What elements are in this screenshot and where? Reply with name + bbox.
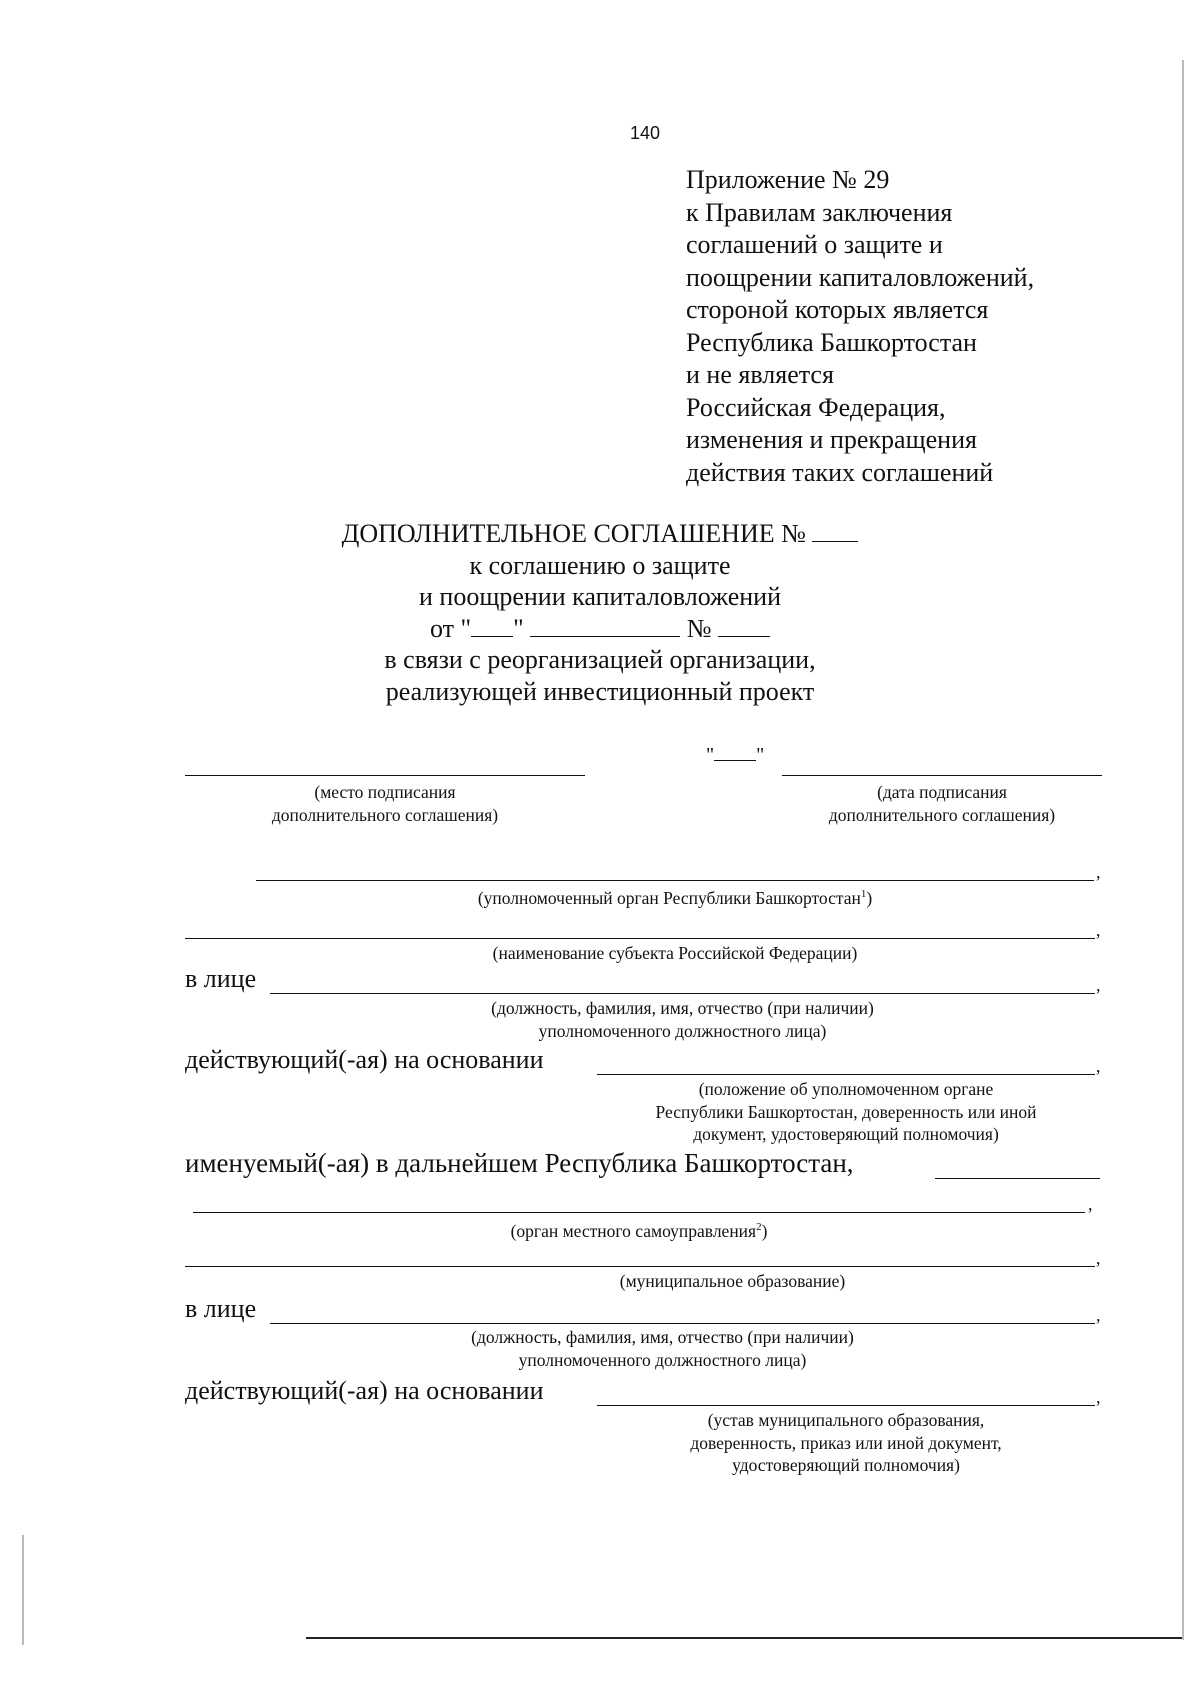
comma: , <box>1088 1194 1093 1214</box>
title-line: реализующей инвестиционный проект <box>385 676 815 706</box>
agreement-ref-number-blank[interactable] <box>718 614 770 637</box>
number-sign: № <box>686 613 712 643</box>
official-caption: (должность, фамилия, имя, отчество (при наличии) уполномоченного должностного лица) <box>491 998 874 1041</box>
comma: , <box>1096 975 1101 995</box>
quote-mark: " <box>513 613 524 643</box>
scan-edge-right <box>1182 60 1184 1640</box>
official-caption: (должность, фамилия, имя, отчество (при наличии) уполномоченного должностного лица) <box>471 1327 854 1370</box>
title-line: и поощрении капиталовложений <box>419 582 781 611</box>
acting-label: действующий(-ая) на основании <box>185 1376 544 1405</box>
footnote-ref: 1 <box>860 888 867 900</box>
named-field[interactable] <box>935 1178 1100 1179</box>
document-title <box>300 518 900 707</box>
official-field[interactable] <box>270 993 1095 994</box>
appendix-line: Республика Башкортостан <box>686 327 977 357</box>
title-line: к соглашению о защите <box>469 550 731 580</box>
comma: , <box>1096 1387 1101 1407</box>
footnote-ref: 2 <box>756 1221 762 1233</box>
appendix-line: действия таких соглашений <box>686 457 994 487</box>
appendix-line: поощрении капиталовложений, <box>686 262 1035 292</box>
signing-date-caption: (дата подписания дополнительного соглашения) <box>828 782 1056 825</box>
signing-day-blank[interactable] <box>714 742 756 761</box>
page-number: 140 <box>629 123 661 143</box>
in-person-label: в лице <box>185 1294 257 1323</box>
appendix-block <box>686 164 1034 489</box>
footer-rule <box>306 1637 1182 1639</box>
title-date-line <box>300 613 900 645</box>
month-year-blank[interactable] <box>530 614 680 637</box>
comma: , <box>1096 862 1101 882</box>
authority-field[interactable] <box>256 880 1094 881</box>
comma: , <box>1096 920 1101 940</box>
appendix-line: соглашений о защите и <box>686 230 943 259</box>
acting-basis-caption: (устав муниципального образования, доверенность, приказ или иной документ, удостоверяющий полномочия) <box>690 1410 1002 1475</box>
official-field[interactable] <box>270 1323 1095 1324</box>
title-heading <box>300 518 900 550</box>
signing-date-field[interactable] <box>782 775 1102 776</box>
appendix-line: стороной которых является <box>686 295 989 324</box>
local-gov-caption: (орган местного самоуправления$^2$) <box>510 1220 768 1241</box>
quote-mark: " <box>756 744 765 766</box>
comma: , <box>1096 1248 1101 1268</box>
day-blank[interactable] <box>471 614 513 637</box>
scan-edge-left <box>22 1535 24 1645</box>
comma: , <box>1096 1056 1101 1076</box>
agreement-number-blank[interactable] <box>812 519 858 542</box>
quote-mark: " <box>706 744 715 766</box>
acting-label: действующий(-ая) на основании <box>185 1045 544 1074</box>
title-heading-text: ДОПОЛНИТЕЛЬНОЕ СОГЛАШЕНИЕ № <box>341 519 806 548</box>
signing-place-caption: (место подписания дополнительного соглашения) <box>271 782 499 825</box>
municipality-field[interactable] <box>185 1266 1095 1267</box>
quote-mark: " <box>460 613 472 643</box>
acting-basis-field[interactable] <box>597 1405 1095 1406</box>
in-person-label: в лице <box>185 964 257 993</box>
from-label: от <box>429 613 454 643</box>
comma: , <box>1096 1305 1101 1325</box>
subject-caption: (наименование субъекта Российской Федерации) <box>492 943 858 963</box>
local-gov-field[interactable] <box>193 1212 1085 1213</box>
acting-basis-caption: (положение об уполномоченном органе Республики Башкортостан, доверенность или иной документ, удостоверяющий полномочия) <box>655 1079 1037 1144</box>
appendix-line: Приложение № 29 <box>686 165 890 194</box>
appendix-line: изменения и прекращения <box>686 425 977 454</box>
municipality-caption: (муниципальное образование) <box>619 1271 846 1291</box>
authority-caption: (уполномоченный орган Республики Башкортостан$^1$) <box>477 887 873 908</box>
appendix-line: и не является <box>686 360 834 389</box>
appendix-line: к Правилам заключения <box>686 197 953 227</box>
title-line: в связи с реорганизацией организации, <box>384 645 816 674</box>
subject-field[interactable] <box>185 938 1095 939</box>
signing-place-field[interactable] <box>185 775 585 776</box>
acting-basis-field[interactable] <box>597 1074 1095 1075</box>
signing-date-quotes <box>706 742 764 767</box>
appendix-line: Российская Федерация, <box>686 392 946 422</box>
named-label: именуемый(-ая) в дальнейшем Республика Башкортостан, <box>185 1148 854 1178</box>
